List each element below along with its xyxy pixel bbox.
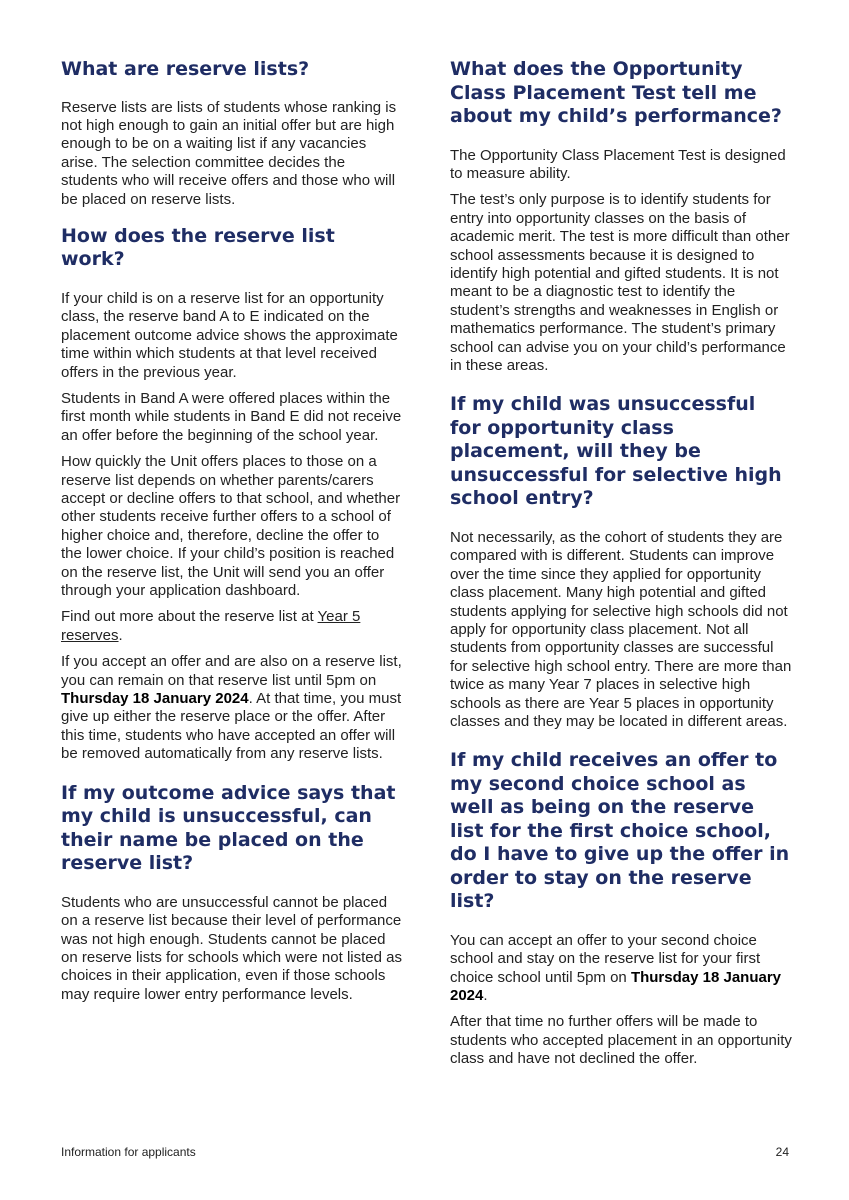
deadline-date: Thursday 18 January 2024 [450, 968, 782, 1005]
paragraph [61, 608, 403, 645]
page-footer [61, 1145, 789, 1159]
paragraph: Students who are unsuccessful cannot be placed on a reserve list because their level of performance was not high enough. Students cannot be placed on reserve lists for schools which were not listed as choices in their application, even if those schools may require lower entry performance levels. [61, 893, 402, 1003]
paragraph: After that time no further offers will be made to students who accepted placement in an opportunity class and have not declined the offer. [450, 1013, 792, 1068]
heading-unsuccessful-selective-entry: If my child was unsuccessful for opportunity class placement, will they be unsuccessful for selective high school entry? [450, 393, 782, 510]
heading-how-reserve-list-works: How does the reserve list work? [61, 224, 335, 271]
paragraph: Not necessarily, as the cohort of students they are compared with is different. Students can improve over the time since they applied for opportunity class placement. Many high potential and gifted students applying for selective high schools did not apply for opportunity class placement. Not all students from opportunity classes are successful for selective high school entry. There are more than twice as many Year 7 places in selective high schools as there are Year 5 places in opportunity classes and they may be located in different areas. [450, 528, 792, 730]
paragraph: The Opportunity Class Placement Test is designed to measure ability. [450, 146, 786, 182]
page-number: 24 [775, 1145, 789, 1159]
left-column [61, 56, 403, 1004]
heading-unsuccessful-reserve-list: If my outcome advice says that my child is unsuccessful, can their name be placed on the reserve list? [61, 781, 396, 875]
deadline-date: Thursday 18 January 2024 [61, 690, 249, 708]
paragraph: If your child is on a reserve list for an opportunity class, the reserve band A to E indicated on the placement outcome advice shows the approximate time within which students at that level received offers in the previous year. [61, 289, 398, 381]
text: . [483, 987, 488, 1005]
paragraph [61, 653, 403, 763]
heading-second-choice-offer: If my child receives an offer to my second choice school as well as being on the reserve list for the first choice school, do I have to give up the offer in order to stay on the reserve list? [450, 749, 790, 913]
paragraph: The test’s only purpose is to identify students for entry into opportunity classes on the basis of academic merit. The test is more difficult than other school assessments because it is designed to identify high potential and gifted students. It is not meant to be a diagnostic test to identify the student’s strengths and weaknesses in English or mathematics performance. The student’s primary school can advise you on your child’s performance in these areas. [450, 191, 790, 374]
text: . [118, 626, 123, 644]
year-5-reserves-link[interactable]: Year 5 reserves [61, 608, 361, 644]
right-column [450, 56, 792, 1069]
text: Find out more about the reserve list at [61, 608, 318, 626]
footer-title: Information for applicants [61, 1145, 196, 1159]
text: If you accept an offer and are also on a reserve list, you can remain on that reserve list until 5pm on [61, 653, 402, 689]
paragraph: How quickly the Unit offers places to those on a reserve list depends on whether parents/carers accept or decline offers to that school, and whether other students receive further offers to a school of higher choice and, therefore, decline the offer to the lower choice. If your child’s position is reached on the reserve list, the Unit will send you an offer through your application dashboard. [61, 453, 401, 600]
heading-placement-test-performance: What does the Opportunity Class Placement Test tell me about my child’s performance? [450, 58, 782, 127]
paragraph: Students in Band A were offered places within the first month while students in Band E did not receive an offer before the beginning of the school year. [61, 389, 402, 444]
heading-what-are-reserve-lists: What are reserve lists? [61, 58, 310, 80]
text: You can accept an offer to your second choice school and stay on the reserve list for your first choice school until 5pm on [450, 931, 761, 986]
paragraph: Reserve lists are lists of students whose ranking is not high enough to gain an initial offer but are high enough to be on a waiting list if any vacancies arise. The selection committee decides the students who will receive offers and those who will be placed on reserve lists. [61, 98, 397, 208]
text: . At that time, you must give up either the reserve place or the offer. After this time, students who have accepted an offer will be removed automatically from any reserve lists. [61, 690, 402, 763]
paragraph [450, 932, 792, 1006]
